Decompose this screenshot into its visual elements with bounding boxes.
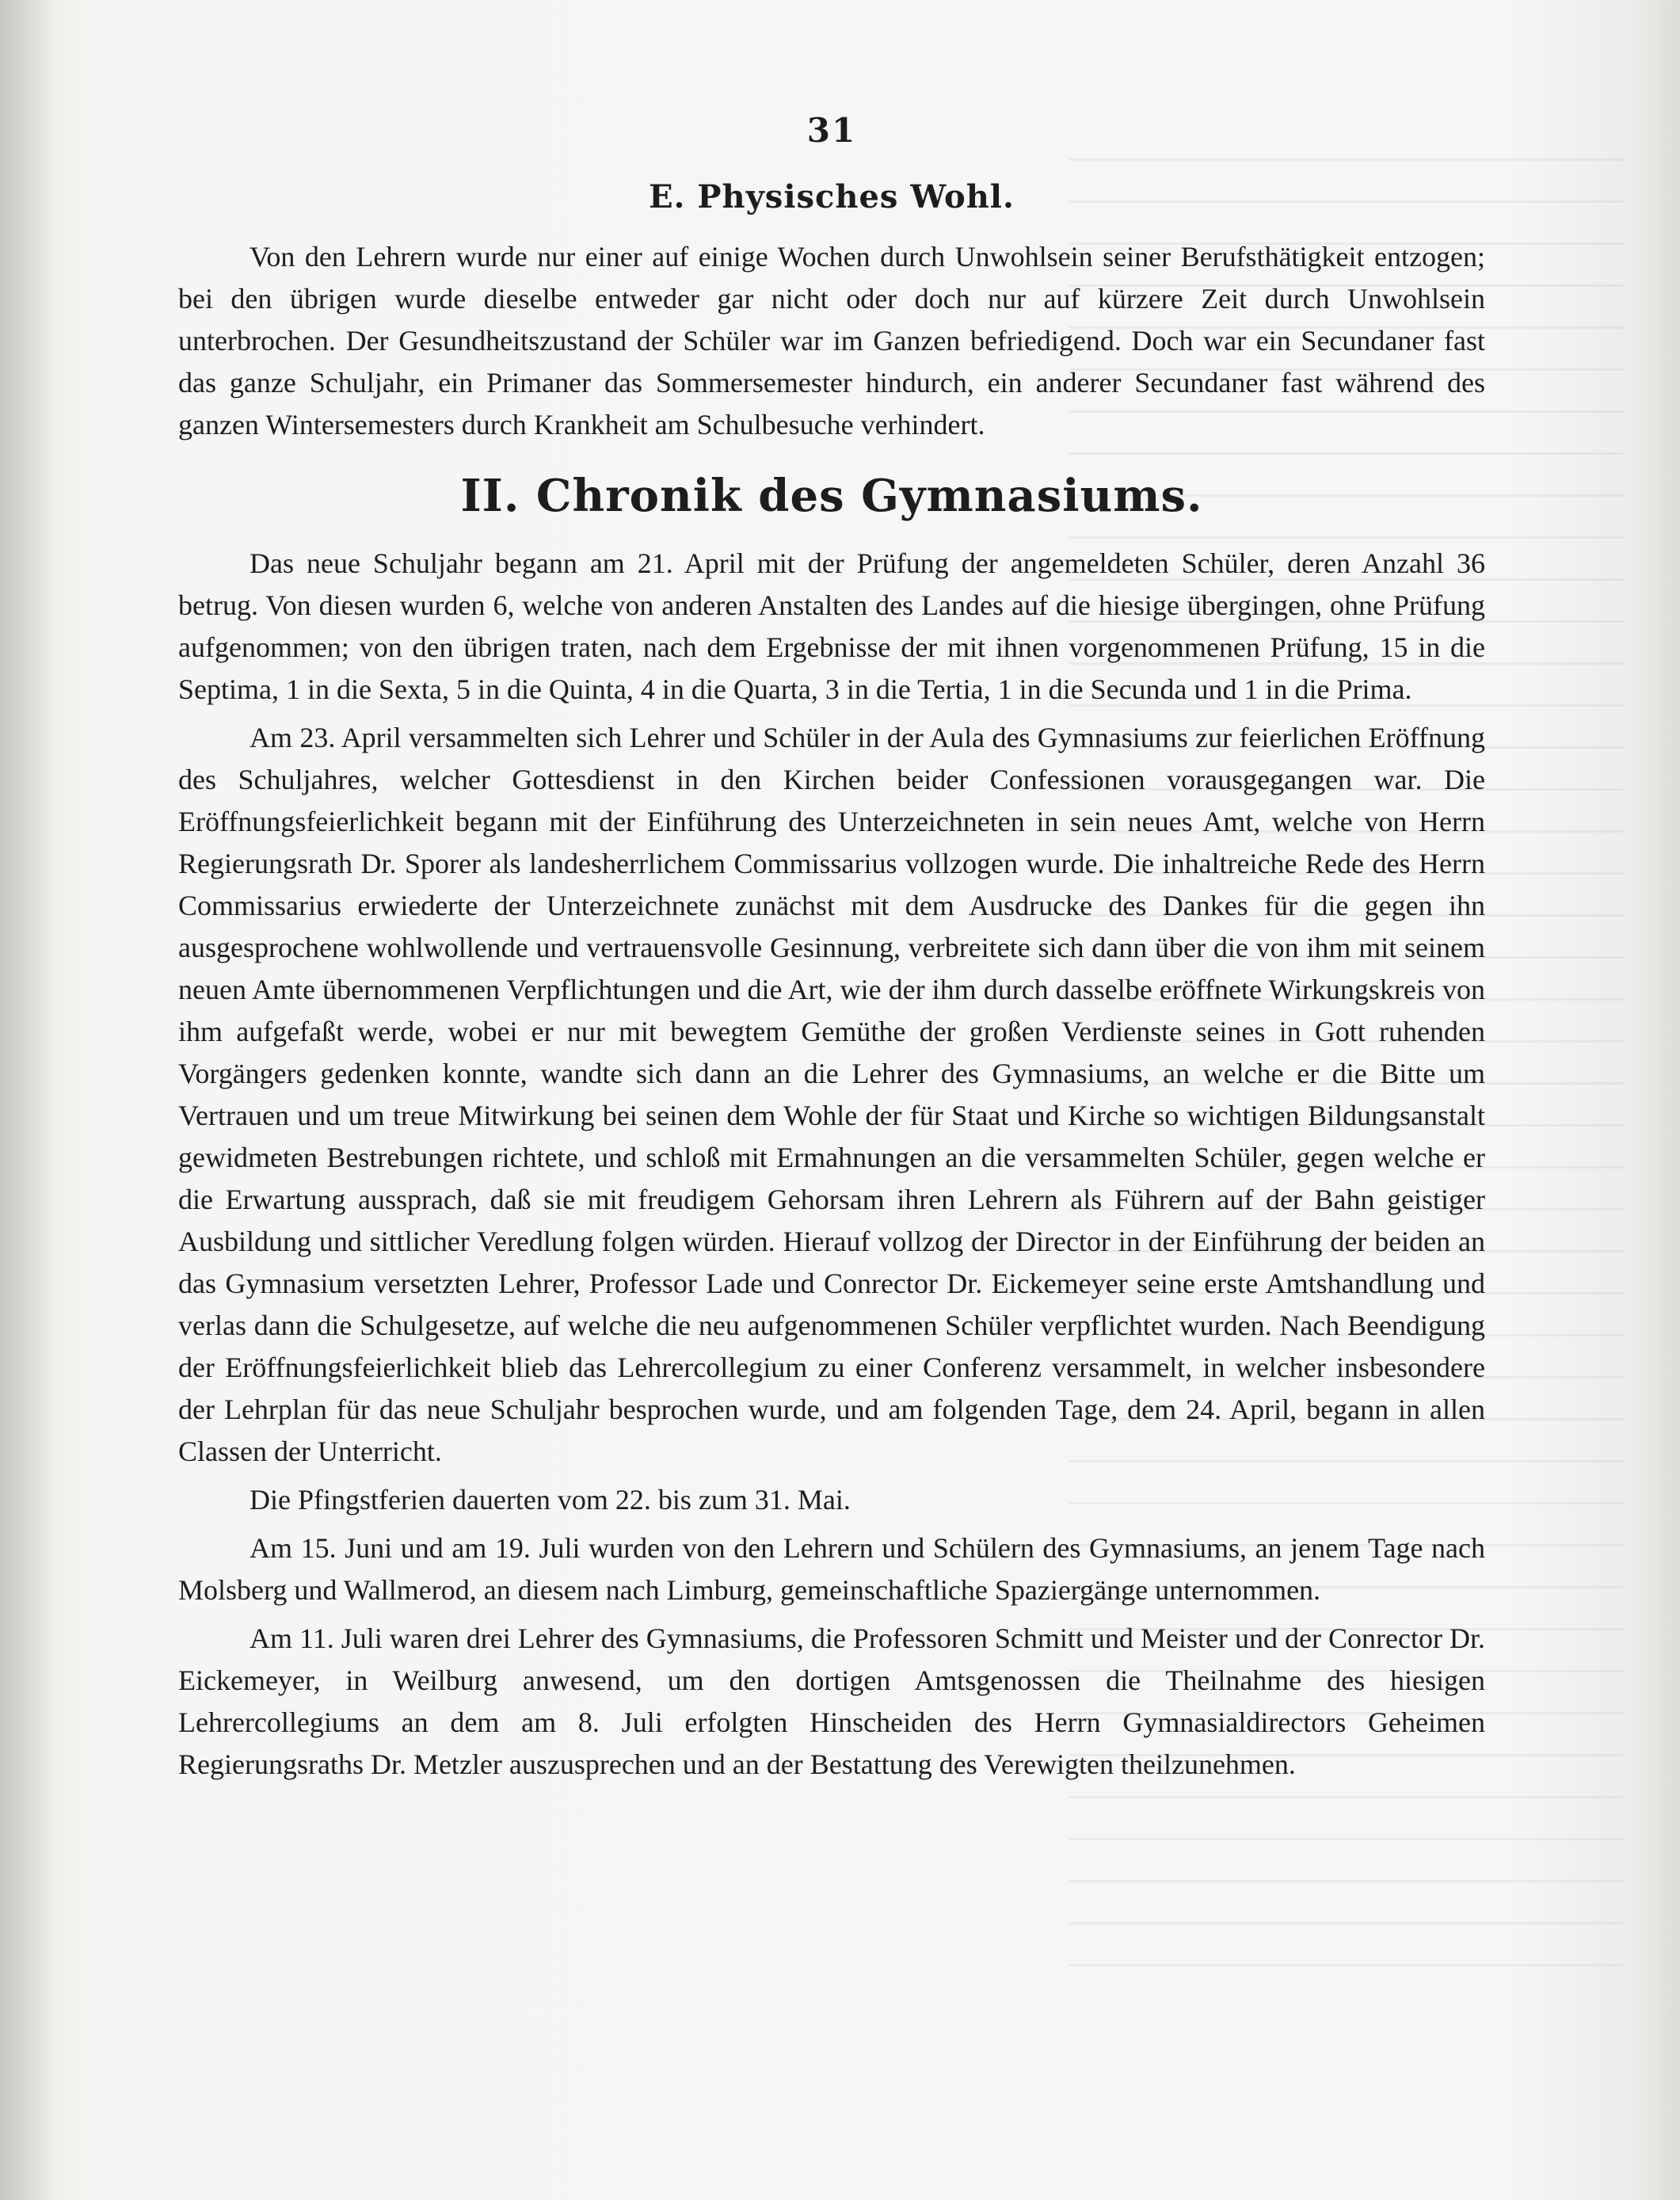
chronik-paragraph-5: Am 11. Juli waren drei Lehrer des Gymnasiums, die Professoren Schmitt und Meister und der Conrector Dr. Eickemeyer, in Weilburg anwesend, um den dortigen Amtsgenossen die Theilnahme des hiesigen Lehrercollegiums an dem am 8. Juli erfolgten Hinscheiden des Herrn Gymnasialdirectors Geheimen Regierungsraths Dr. Metzler auszusprechen und an der Bestattung des Verewigten theilzunehmen.: [178, 1622, 1485, 1780]
chronik-paragraph-2: Am 23. April versammelten sich Lehrer und Schüler in der Aula des Gymnasiums zur feierlichen Eröffnung des Schuljahres, welcher Gottesdienst in den Kirchen beider Confessionen vorausgegangen war. Die Eröffnungsfeierlichkeit begann mit der Einführung des Unterzeichneten in sein neues Amt, welche von Herrn Regierungsrath Dr. Sporer als landesherrlichem Commissarius vollzogen wurde. Die inhaltreiche Rede des Herrn Commissarius erwiederte der Unterzeichnete zunächst mit dem Ausdrucke des Dankes für die gegen ihn ausgesprochene wohlwollende und vertrauensvolle Gesinnung, verbreitete sich dann über die von ihm mit seinem neuen Amte übernommenen Verpflichtungen und die Art, wie der ihm durch dasselbe eröffnete Wirkungskreis von ihm aufgefaßt werde, wobei er nur mit bewegtem Gemüthe der großen Verdienste seines in Gott ruhenden Vorgängers gedenken konnte, wandte sich dann an die Lehrer des Gymnasiums, an welche er die Bitte um Vertrauen und um treue Mitwirkung bei seinen dem Wohle der für Staat und Kirche so wichtigen Bildungsanstalt gewidmeten Bestrebungen richtete, und schloß mit Ermahnungen an die versammelten Schüler, gegen welche er die Erwartung aussprach, daß sie mit freudigem Gehorsam ihren Lehrern als Führern auf der Bahn geistiger Ausbildung und sittlicher Veredlung folgen würden. Hierauf vollzog der Director in der Einführung der beiden an das Gymnasium versetzten Lehrer, Professor Lade und Conrector Dr. Eickemeyer seine erste Amtshandlung und verlas dann die Schulgesetze, auf welche die neu aufgenommenen Schüler verpflichtet wurden. Nach Beendigung der Eröffnungsfeierlichkeit blieb das Lehrercollegium zu einer Conferenz versammelt, in welcher insbesondere der Lehrplan für das neue Schuljahr besprochen wurde, und am folgenden Tage, dem 24. April, begann in allen Classen der Unterricht.: [178, 722, 1485, 1467]
document-page: [178, 111, 1485, 1792]
section-ii-heading: II. Chronik des Gymnasiums.: [460, 470, 1203, 522]
page-number: 31: [806, 111, 857, 150]
chronik-paragraph-3: Die Pfingstferien dauerten vom 22. bis zum 31. Mai.: [250, 1484, 851, 1516]
page-edge-shadow: [0, 0, 55, 2200]
chronik-paragraph-1: Das neue Schuljahr begann am 21. April mit der Prüfung der angemeldeten Schüler, deren Anzahl 36 betrug. Von diesen wurden 6, welche von anderen Anstalten des Landes auf die hiesige übergingen, ohne Prüfung aufgenommen; von den übrigen traten, nach dem Ergebnisse der mit ihnen vorgenommenen Prüfung, 15 in die Septima, 1 in die Sexta, 5 in die Quinta, 4 in die Quarta, 3 in die Tertia, 1 in die Secunda und 1 in die Prima.: [178, 547, 1485, 705]
section-e-heading: E. Physisches Wohl.: [649, 178, 1015, 215]
chronik-paragraph-4: Am 15. Juni und am 19. Juli wurden von den Lehrern und Schülern des Gymnasiums, an jenem Tage nach Molsberg und Wallmerod, an diesem nach Limburg, gemeinschaftliche Spaziergänge unternommen.: [178, 1532, 1485, 1606]
section-e-paragraph: Von den Lehrern wurde nur einer auf einige Wochen durch Unwohlsein seiner Berufsthätigkeit entzogen; bei den übrigen wurde dieselbe entweder gar nicht oder doch nur auf kürzere Zeit durch Unwohlsein unterbrochen. Der Gesundheitszustand der Schüler war im Ganzen befriedigend. Doch war ein Secundaner fast das ganze Schuljahr, ein Primaner das Sommersemester hindurch, ein anderer Secundaner fast während des ganzen Wintersemesters durch Krankheit am Schulbesuche verhindert.: [178, 241, 1485, 440]
